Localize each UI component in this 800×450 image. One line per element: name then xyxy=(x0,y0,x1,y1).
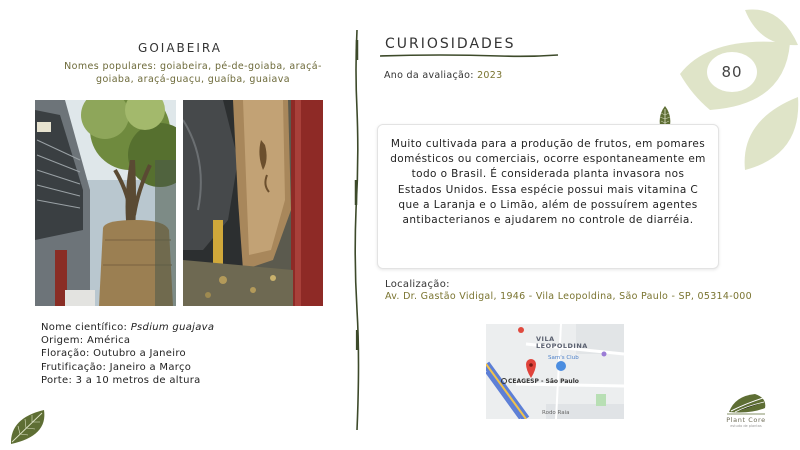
brand-logo-icon xyxy=(715,392,777,416)
tree-photo xyxy=(35,100,176,306)
brand-logo xyxy=(715,392,777,432)
score-value: 80 xyxy=(707,52,757,92)
map-district-line: VILA xyxy=(536,335,555,343)
popular-names: Nomes populares: goiabeira, pé-de-goiaba, araçá-goiaba, araçá-guaçu, guaíba, guaiava xyxy=(64,61,322,85)
decorative-leaf-icon xyxy=(740,5,800,50)
map-poi-label: Sam's Club xyxy=(548,355,579,361)
scientific-name-label: Nome científico: xyxy=(41,322,131,333)
map-district-line: LEOPOLDINA xyxy=(536,342,588,350)
brand-name: Plant Core xyxy=(726,416,766,424)
title-underline xyxy=(380,53,560,59)
evaluation-year-label: Ano da avaliação: xyxy=(384,70,478,81)
leaf-icon xyxy=(8,408,48,446)
trunk-photo xyxy=(183,100,323,306)
location-label: Localização: xyxy=(385,279,450,290)
brand-tagline: estudo de plantas xyxy=(730,424,762,428)
evaluation-year xyxy=(384,70,502,81)
divider-line xyxy=(351,30,363,430)
scientific-name-row xyxy=(41,321,214,334)
flowering-row: Floração: Outubro a Janeiro xyxy=(41,348,186,360)
size-row: Porte: 3 a 10 metros de altura xyxy=(41,374,201,386)
map-poi-label: CEAGESP - São Paulo xyxy=(508,378,579,385)
plant-facts xyxy=(41,321,214,387)
map-road-label: Rodo Raia xyxy=(542,410,570,416)
origin-row: Origem: América xyxy=(41,335,131,347)
evaluation-year-value: 2023 xyxy=(477,70,503,81)
location-address[interactable]: Av. Dr. Gastão Vidigal, 1946 - Vila Leopoldina, São Paulo - SP, 05314-000 xyxy=(385,291,752,302)
curiosity-text: Muito cultivada para a produção de frutos, em pomares domésticos ou comerciais, ocorre espontaneamente em todo o Brasil. É considerada planta invasora nos Estados Unidos. Essa espécie possui mais vitamina C que a Laranja e o Limão, além de possuírem agentes antibacterianos e ajudarem no controle de diarréia. xyxy=(390,138,706,227)
curiosities-title: CURIOSIDADES xyxy=(385,36,516,52)
fruiting-row: Frutificação: Janeiro a Março xyxy=(41,361,192,373)
location-map[interactable] xyxy=(486,324,624,419)
decorative-leaf-icon xyxy=(740,95,800,175)
map-district-label xyxy=(536,336,588,350)
plant-name: GOIABEIRA xyxy=(138,41,222,55)
scientific-name-value: Psdium guajava xyxy=(130,322,215,333)
